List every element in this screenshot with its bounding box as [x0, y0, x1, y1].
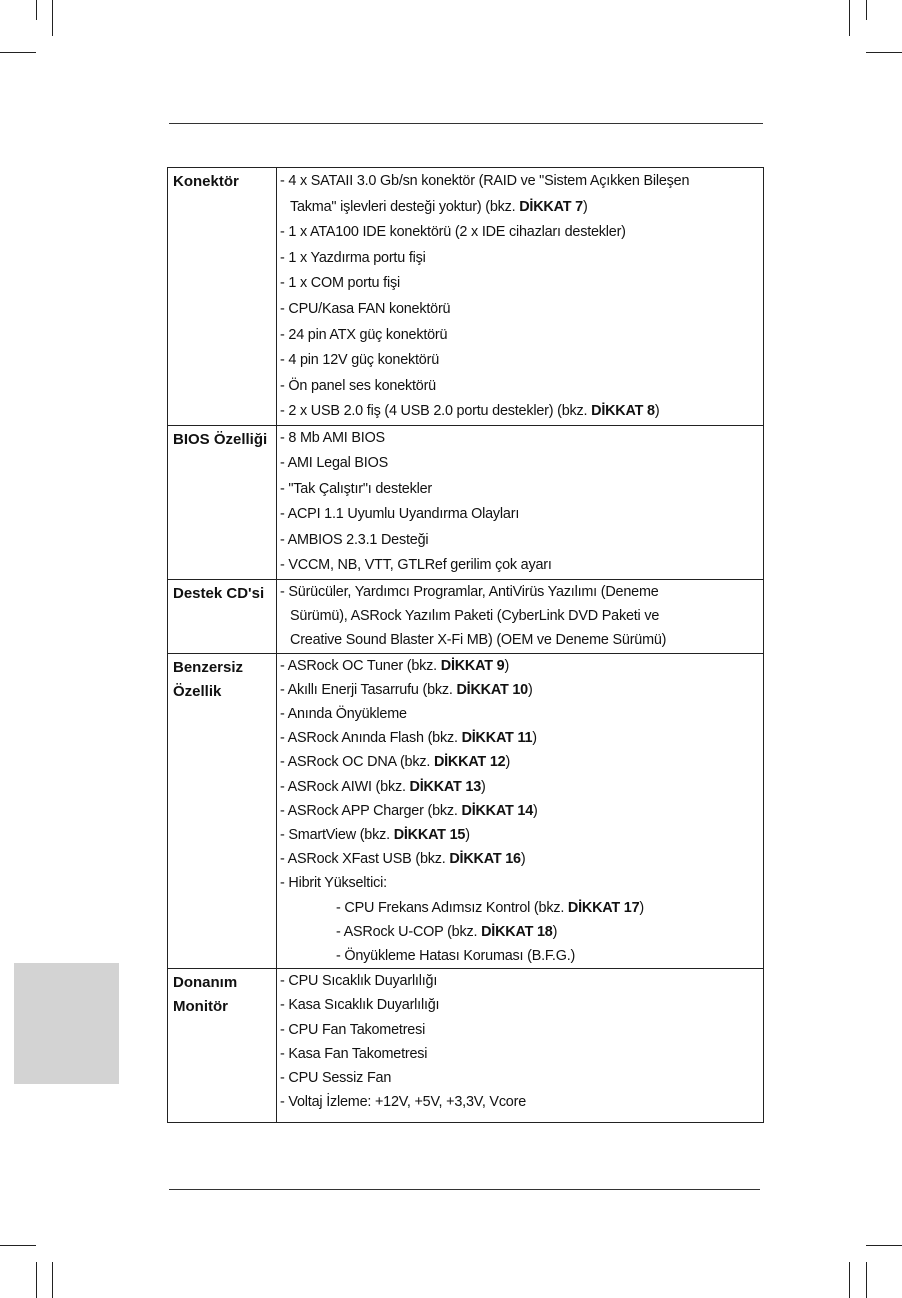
section-items: [277, 168, 764, 426]
spec-item: [280, 374, 763, 400]
section-row-konektor: [168, 168, 764, 426]
crop-mark-tl-vertical-outer: [36, 0, 37, 20]
section-label: [168, 653, 277, 969]
spec-item: [280, 969, 763, 993]
spec-item: [280, 169, 763, 195]
spec-item-text: Sürümü), ASRock Yazılım Paketi (CyberLink DVD Paketi ve: [290, 608, 660, 625]
spec-item: [280, 553, 763, 579]
spec-item-text: - "Tak Çalıştır"ı destekler: [280, 480, 432, 497]
section-label-line: Monitör: [173, 998, 228, 1016]
header-rule: [169, 123, 763, 124]
spec-item-text: - ASRock APP Charger (bkz.: [280, 802, 462, 819]
spec-item: [280, 1042, 763, 1066]
section-label-line: Konektör: [173, 173, 239, 190]
spec-item-text: - ACPI 1.1 Uyumlu Uyandırma Olayları: [280, 506, 520, 523]
spec-item-text: Creative Sound Blaster X-Fi MB) (OEM ve Deneme Sürümü): [290, 632, 667, 649]
note-reference: DİKKAT 7: [519, 198, 583, 215]
section-row-bios-ozelligi: [168, 425, 764, 579]
spec-item-text: - CPU/Kasa FAN konektörü: [280, 300, 451, 317]
footer-rule: [169, 1189, 760, 1190]
spec-item: [280, 993, 763, 1017]
spec-item: [280, 426, 763, 452]
spec-item-text: - ASRock U-COP (bkz.: [336, 923, 482, 940]
spec-item: [280, 399, 763, 425]
spec-item: [280, 678, 763, 702]
spec-item-text: - 1 x ATA100 IDE konektörü (2 x IDE cihazları destekler): [280, 224, 626, 241]
spec-item: [280, 799, 763, 823]
spec-item-text: - 2 x USB 2.0 fiş (4 USB 2.0 portu destekler) (bkz.: [280, 403, 592, 420]
spec-item-text: - VCCM, NB, VTT, GTLRef gerilim çok ayarı: [280, 557, 552, 574]
crop-mark-tr-vertical: [849, 0, 850, 36]
spec-item: [280, 896, 763, 920]
spec-item: [280, 348, 763, 374]
spec-item-text: - Anında Önyükleme: [280, 705, 407, 722]
spec-item: [280, 323, 763, 349]
note-close-paren: ): [532, 730, 537, 747]
section-items: [277, 425, 764, 579]
crop-mark-tr-vertical-outer: [866, 0, 867, 20]
spec-item: [280, 451, 763, 477]
spec-item-text: - Kasa Sıcaklık Duyarlılığı: [280, 997, 440, 1014]
spec-item-text: - Kasa Fan Takometresi: [280, 1045, 428, 1062]
section-row-destek-cd: [168, 579, 764, 653]
section-items: [277, 579, 764, 653]
spec-item-text: - ASRock OC Tuner (bkz.: [280, 657, 441, 674]
spec-item: [280, 580, 763, 604]
spec-item-text: - CPU Sıcaklık Duyarlılığı: [280, 973, 438, 990]
note-close-paren: ): [552, 923, 558, 940]
note-close-paren: ): [654, 403, 660, 420]
spec-item: [280, 654, 763, 678]
note-close-paren: ): [505, 754, 511, 771]
crop-mark-tl-vertical: [52, 0, 53, 36]
spec-item-text: - ASRock AIWI (bkz.: [280, 778, 410, 795]
spec-item: [280, 477, 763, 503]
spec-item: [280, 944, 763, 968]
section-label: [168, 579, 277, 653]
spec-item-text: - CPU Fan Takometresi: [280, 1021, 426, 1038]
note-reference: DİKKAT 11: [461, 730, 533, 747]
spec-item: [280, 726, 763, 750]
spec-item: [280, 823, 763, 847]
note-reference: DİKKAT 13: [409, 778, 482, 795]
section-label-line: Özellik: [173, 682, 222, 700]
note-close-paren: ): [639, 899, 645, 916]
spec-item: [280, 775, 763, 799]
section-label-line: Donanım: [173, 974, 238, 992]
crop-mark-tr-horizontal: [866, 52, 902, 53]
spec-item: [280, 920, 763, 944]
crop-mark-bl-vertical: [52, 1262, 53, 1298]
spec-item-text: - AMBIOS 2.3.1 Desteği: [280, 531, 429, 548]
section-label-line: Destek CD'si: [173, 584, 265, 602]
spec-item: [280, 502, 763, 528]
spec-item: [280, 604, 763, 628]
note-close-paren: ): [520, 851, 526, 868]
spec-item-text: - 4 x SATAII 3.0 Gb/sn konektör (RAID ve "Sistem Açıkken Bileşen: [280, 173, 690, 189]
note-reference: DİKKAT 10: [456, 681, 528, 698]
note-close-paren: ): [504, 657, 510, 674]
spec-item: [280, 847, 763, 871]
spec-item-text: Takma" işlevleri desteği yoktur) (bkz.: [290, 198, 520, 215]
crop-mark-bl-vertical-outer: [36, 1262, 37, 1298]
crop-mark-br-horizontal: [866, 1245, 902, 1246]
crop-mark-br-vertical: [849, 1262, 850, 1298]
spec-item-text: - 24 pin ATX güç konektörü: [280, 326, 448, 343]
section-label-line: BIOS Özelliği: [173, 430, 268, 448]
note-close-paren: ): [527, 681, 533, 698]
section-label: [168, 969, 277, 1123]
spec-item-text: - Sürücüler, Yardımcı Programlar, AntiVirüs Yazılımı (Deneme: [280, 583, 659, 600]
spec-item-text: - ASRock OC DNA (bkz.: [280, 754, 434, 771]
spec-item-text: - Akıllı Enerji Tasarrufu (bkz.: [280, 681, 457, 698]
section-row-donanim-monitor: [168, 969, 764, 1123]
spec-item: [280, 220, 763, 246]
note-reference: DİKKAT 15: [393, 826, 466, 843]
spec-item-text: - 1 x Yazdırma portu fişi: [280, 249, 426, 266]
section-row-benzersiz-ozellik: [168, 653, 764, 969]
note-reference: DİKKAT 8: [591, 403, 655, 420]
note-reference: DİKKAT 9: [440, 657, 505, 674]
spec-item: [280, 528, 763, 554]
note-reference: DİKKAT 18: [481, 923, 553, 940]
spec-item: [280, 628, 763, 652]
spec-item: [280, 750, 763, 774]
note-close-paren: ): [465, 826, 470, 843]
spec-item-text: - Ön panel ses konektörü: [280, 377, 436, 394]
note-reference: DİKKAT 17: [567, 899, 640, 916]
spec-item-text: - CPU Sessiz Fan: [280, 1070, 392, 1086]
note-reference: DİKKAT 16: [449, 851, 521, 868]
spec-item-text: - 8 Mb AMI BIOS: [280, 429, 385, 446]
specification-body: [168, 168, 764, 1123]
section-items: [277, 969, 764, 1123]
spec-item-text: - Hibrit Yükseltici:: [280, 875, 387, 892]
spec-item-text: - AMI Legal BIOS: [280, 455, 388, 472]
spec-item-text: - SmartView (bkz.: [280, 826, 394, 843]
spec-item: [280, 271, 763, 297]
section-label-line: Benzersiz: [173, 658, 244, 676]
note-reference: DİKKAT 12: [433, 754, 506, 771]
spec-item-text: - 1 x COM portu fişi: [280, 275, 400, 292]
spec-item: [280, 297, 763, 323]
note-close-paren: ): [533, 802, 538, 819]
spec-item: [280, 1018, 763, 1042]
specification-table: [167, 167, 764, 1123]
section-items: [277, 653, 764, 969]
note-close-paren: ): [481, 778, 486, 795]
spec-item-text: - Önyükleme Hatası Koruması (B.F.G.): [336, 947, 576, 964]
spec-item: [280, 246, 763, 272]
section-label: [168, 168, 277, 426]
spec-item: [280, 1066, 763, 1090]
crop-mark-bl-horizontal: [0, 1245, 36, 1246]
spec-item: [280, 702, 763, 726]
spec-item-text: - ASRock Anında Flash (bkz.: [280, 730, 462, 747]
section-label: [168, 425, 277, 579]
spec-item: [280, 1090, 763, 1114]
spec-item: [280, 871, 763, 895]
language-tab: [14, 963, 119, 1084]
note-close-paren: ): [582, 198, 588, 215]
crop-mark-br-vertical-outer: [866, 1262, 867, 1298]
spec-item: [280, 195, 763, 221]
spec-item-text: - ASRock XFast USB (bkz.: [280, 851, 450, 868]
note-reference: DİKKAT 14: [461, 802, 533, 819]
spec-item-text: - 4 pin 12V güç konektörü: [280, 352, 439, 369]
spec-item-text: - CPU Frekans Adımsız Kontrol (bkz.: [336, 899, 568, 916]
crop-mark-tl-horizontal: [0, 52, 36, 53]
spec-item-text: - Voltaj İzleme: +12V, +5V, +3,3V, Vcore: [280, 1094, 527, 1111]
